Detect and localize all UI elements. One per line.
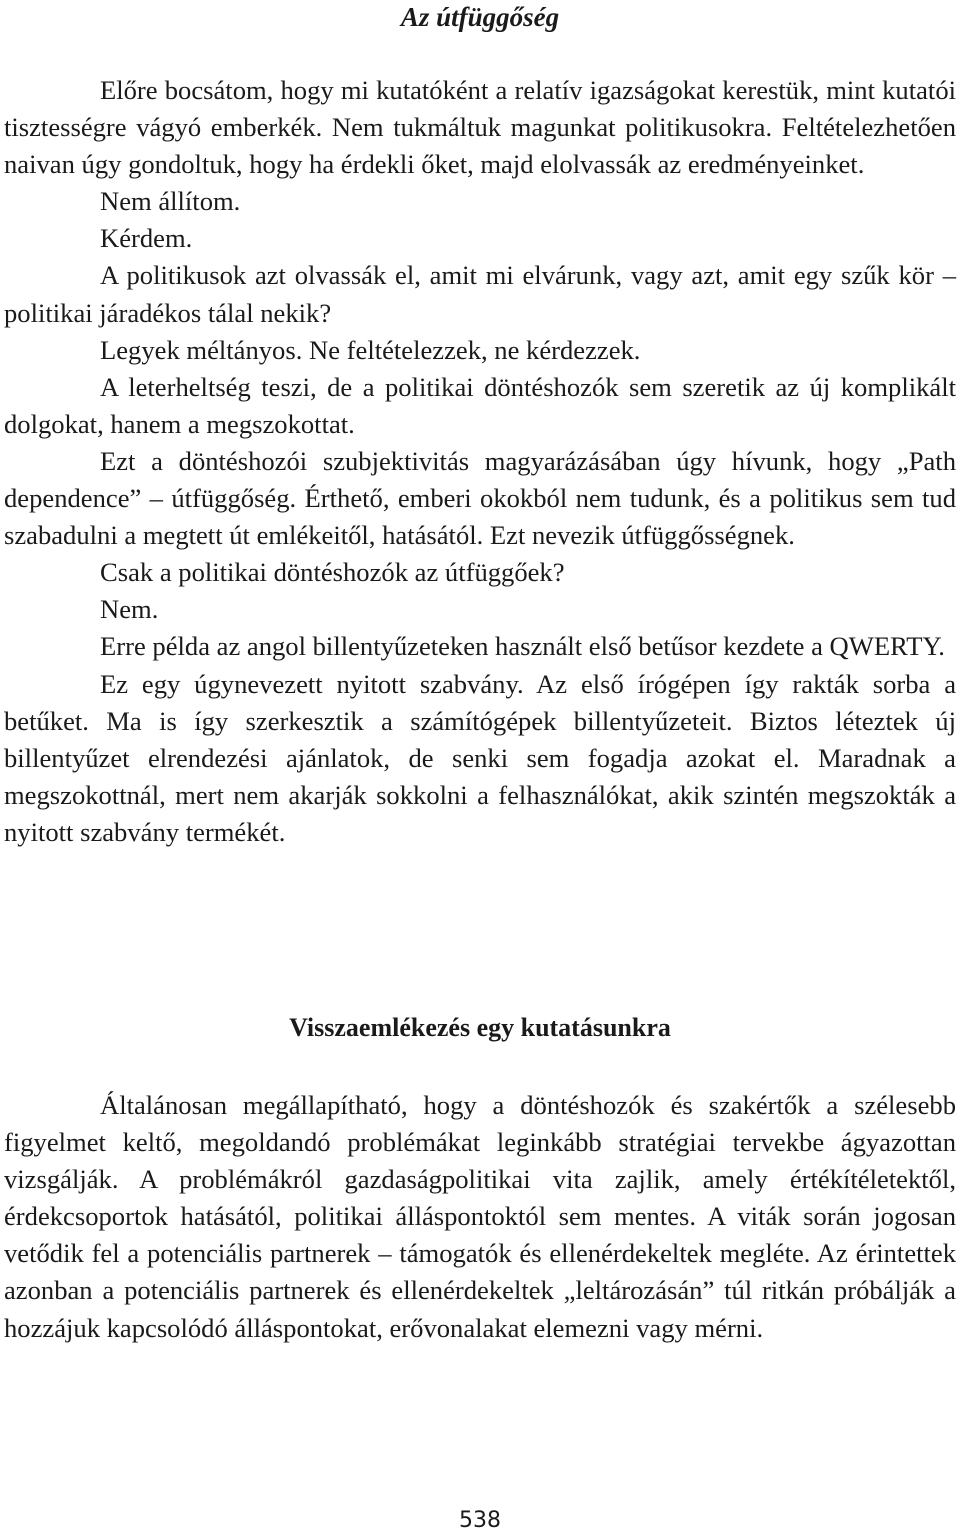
paragraph: Ezt a döntéshozói szubjektivitás magyarázásában úgy hívunk, hogy „Path dependence” – útfüggőség. Érthető, emberi okokból nem tudunk, és a politikus sem tud szabadulni a megtett út emlékeitől, hatásától. Ezt nevezik útfüggősségnek.: [4, 445, 956, 551]
paragraph: Ez egy úgynevezett nyitott szabvány. Az első írógépen így rakták sorba a betűket. Ma is így szerkesztik a számítógépek billentyűzeteit. Biztos léteztek új billentyűzet elrendezési ajánlatok, de senki sem fogadja azokat el. Maradnak a megszokottnál, mert nem akarják sokkolni a felhasználókat, akik szintén megszokták a nyitott szabvány termékét.: [4, 668, 956, 847]
chapter-title: Az útfüggőség: [400, 2, 560, 32]
paragraph: Nem állítom.: [100, 186, 241, 217]
section-body: [4, 1087, 956, 1347]
page-number: 538: [459, 1508, 501, 1533]
paragraph: A leterheltség teszi, de a politikai döntéshozók sem szeretik az új komplikált dolgokat, hanem a megszokottat.: [4, 371, 956, 439]
paragraph: Erre példa az angol billentyűzeteken használt első betűsor kezdete a QWERTY.: [100, 631, 945, 662]
paragraph: Általánosan megállapítható, hogy a döntéshozók és szakértők a szélesebb figyelmet keltő, megoldandó problémákat leginkább stratégiai tervekbe ágyazottan vizsgálják. A problémákról gazdaságpolitikai vita zajlik, amely értékítéletektől, érdekcsoportok hatásától, politikai álláspontoktól sem mentes. A viták során jogosan vetődik fel a potenciális partnerek – támogatók és ellenérdekeltek megléte. Az érintettek azonban a potenciális partnerek és ellenérdekeltek „leltározásán” túl ritkán próbálják a hozzájuk kapcsolódó álláspontokat, erővonalakat elemezni vagy mérni.: [4, 1090, 956, 1343]
paragraph: Előre bocsátom, hogy mi kutatóként a relatív igazságokat kerestük, mint kutatói tisztességre vágyó emberkék. Nem tukmáltuk magunkat politikusokra. Feltételezhetően naivan úgy gondoltuk, hogy ha érdekli őket, majd elolvassák az eredményeinket.: [4, 75, 956, 180]
section-heading: Visszaemlékezés egy kutatásunkra: [289, 1013, 671, 1042]
paragraph: Kérdem.: [100, 223, 193, 254]
paragraph: Nem.: [100, 594, 159, 625]
paragraph: A politikusok azt olvassák el, amit mi elvárunk, vagy azt, amit egy szűk kör – politikai járadékos tálal nekik?: [4, 260, 956, 328]
chapter-body: [4, 72, 956, 851]
paragraph: Legyek méltányos. Ne feltételezzek, ne kérdezzek.: [100, 334, 641, 365]
paragraph: Csak a politikai döntéshozók az útfüggőek?: [100, 557, 565, 588]
